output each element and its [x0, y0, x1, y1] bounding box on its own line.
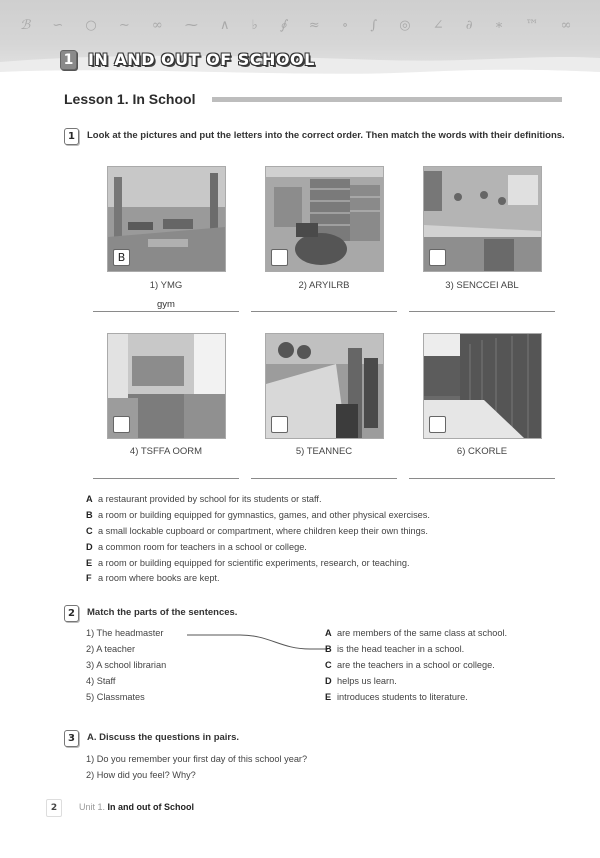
match-connector-line — [185, 630, 330, 654]
definition-text: a restaurant provided by school for its students or staff. — [98, 494, 322, 504]
exercise-1-number: 1 — [64, 128, 79, 145]
match-text: is the head teacher in a school. — [337, 644, 465, 654]
picture-locker — [423, 333, 542, 439]
picture-answer-box[interactable] — [271, 416, 288, 433]
picture-answer-box[interactable] — [113, 416, 130, 433]
lesson-title-rule — [212, 97, 562, 102]
picture-answer-box[interactable] — [271, 249, 288, 266]
definition-d — [86, 542, 307, 552]
exercise-3-number: 3 — [64, 730, 79, 747]
match-left-3[interactable]: 3) A school librarian — [86, 660, 167, 670]
unit-number-badge: 1 — [60, 50, 77, 70]
definition-f — [86, 573, 220, 583]
definition-letter: E — [86, 558, 93, 568]
match-left-1[interactable]: 1) The headmaster — [86, 628, 164, 638]
picture-caption: 2) ARYILRB — [298, 280, 350, 291]
definition-letter: B — [86, 510, 93, 520]
footer-unit-prefix: Unit 1. — [79, 802, 106, 812]
discussion-question-1: 1) Do you remember your first day of this school year? — [86, 754, 308, 764]
picture-answer-box[interactable]: B — [113, 249, 130, 266]
definition-e — [86, 558, 410, 568]
match-left-4[interactable]: 4) Staff — [86, 676, 116, 686]
discussion-question-2: 2) How did you feel? Why? — [86, 770, 196, 780]
match-right-c[interactable] — [325, 660, 495, 670]
match-letter: C — [325, 660, 332, 670]
picture-caption: 4) TSFFA OORM — [129, 446, 203, 457]
picture-caption: 6) CKORLE — [456, 446, 508, 457]
definition-text: a room or building equipped for gymnastics, games, and other physical exercises. — [98, 510, 430, 520]
exercise-1-instruction: Look at the pictures and put the letters into the correct order. Then match the words with their definitions. — [87, 130, 565, 141]
definition-text: a small lockable cupboard or compartment, where children keep their own things. — [98, 526, 428, 536]
picture-science-lab — [423, 166, 542, 272]
exercise-2-instruction: Match the parts of the sentences. — [87, 607, 238, 618]
answer-line — [251, 478, 397, 479]
footer-unit-label — [79, 802, 194, 812]
match-text: are members of the same class at school. — [337, 628, 508, 638]
answer-line — [409, 311, 555, 312]
definition-a — [86, 494, 322, 504]
match-text: are the teachers in a school or college. — [337, 660, 495, 670]
definition-letter: D — [86, 542, 93, 552]
definition-text: a common room for teachers in a school or college. — [98, 542, 307, 552]
definition-text: a room where books are kept. — [98, 573, 220, 583]
page-number: 2 — [46, 799, 62, 817]
match-letter: A — [325, 628, 332, 638]
picture-staff-room — [107, 333, 226, 439]
picture-answer-box[interactable] — [429, 416, 446, 433]
answer-line — [409, 478, 555, 479]
definition-b — [86, 510, 430, 520]
picture-caption: 5) TEANNEC — [295, 446, 353, 457]
picture-gym — [107, 166, 226, 272]
match-right-d[interactable] — [325, 676, 397, 686]
answer-line — [251, 311, 397, 312]
answer-line — [93, 478, 239, 479]
picture-caption: 3) SENCCEI ABL — [445, 280, 519, 291]
footer-unit-name: In and out of School — [107, 802, 195, 812]
match-right-b[interactable] — [325, 644, 464, 654]
exercise-2-number: 2 — [64, 605, 79, 622]
banner-doodles: ℬ ∽ ○ ∼ ∞ ⁓ ∧ ♭ ∮ ≈ ∘ ∫ ◎ ∠ ∂ ∗ ™ ∞ — [20, 18, 581, 33]
match-left-2[interactable]: 2) A teacher — [86, 644, 136, 654]
definition-c — [86, 526, 428, 536]
unit-title: IN AND OUT OF SCHOOL — [88, 50, 315, 69]
answer-field-1[interactable]: gym — [157, 299, 175, 310]
picture-canteen — [265, 333, 384, 439]
exercise-3-instruction: A. Discuss the questions in pairs. — [87, 732, 240, 743]
lesson-title: Lesson 1. In School — [64, 91, 196, 107]
picture-library — [265, 166, 384, 272]
match-right-a[interactable] — [325, 628, 507, 638]
picture-caption: 1) YMG — [149, 280, 183, 291]
match-letter: B — [325, 644, 332, 654]
definition-letter: A — [86, 494, 93, 504]
definition-text: a room or building equipped for scientific experiments, research, or teaching. — [98, 558, 410, 568]
match-letter: D — [325, 676, 332, 686]
picture-answer-box[interactable] — [429, 249, 446, 266]
definition-letter: F — [86, 573, 92, 583]
match-right-e[interactable] — [325, 692, 468, 702]
match-letter: E — [325, 692, 332, 702]
definition-letter: C — [86, 526, 93, 536]
match-left-5[interactable]: 5) Classmates — [86, 692, 145, 702]
answer-line — [93, 311, 239, 312]
match-text: introduces students to literature. — [337, 692, 468, 702]
match-text: helps us learn. — [337, 676, 397, 686]
